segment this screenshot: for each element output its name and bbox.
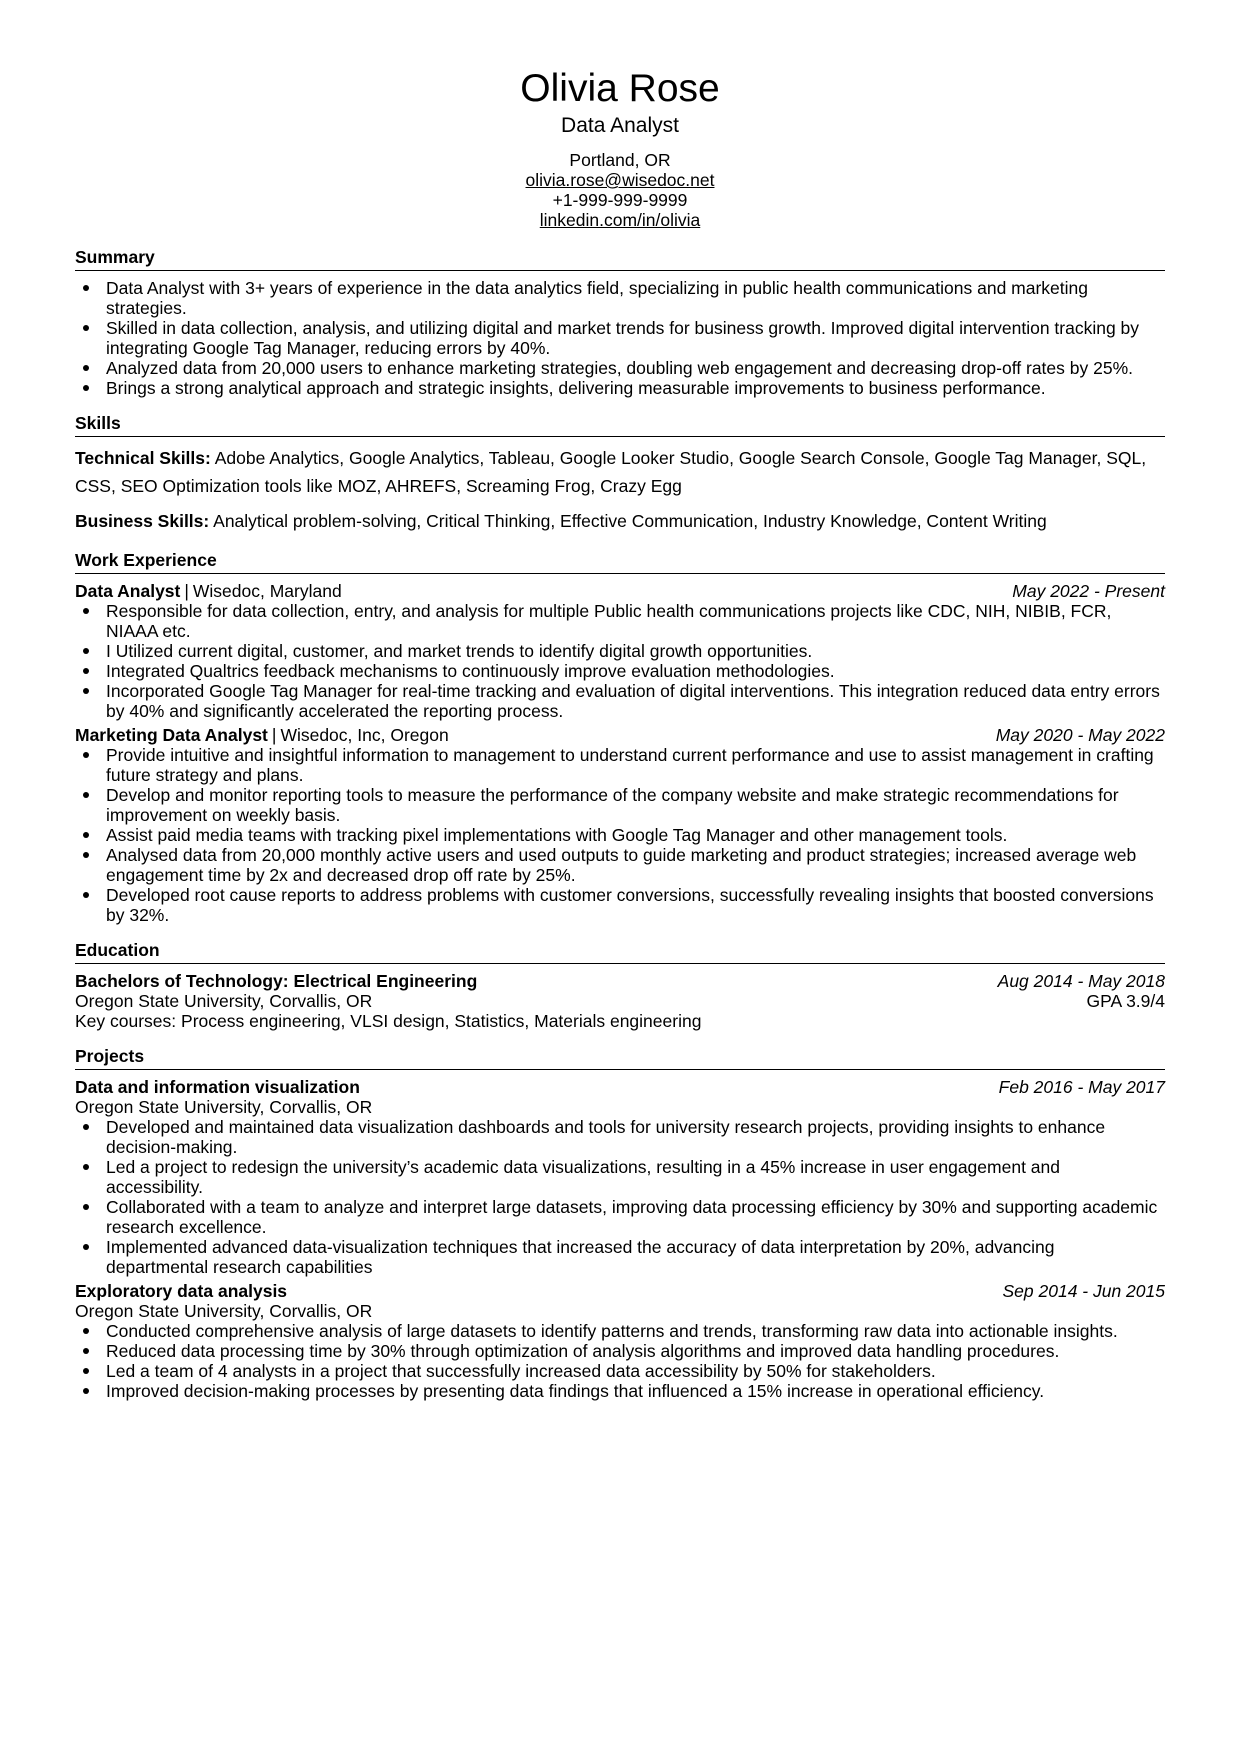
job-role: Marketing Data Analyst bbox=[75, 725, 268, 745]
job-role: Data Analyst bbox=[75, 581, 181, 601]
project-bullets bbox=[75, 1321, 1165, 1401]
project-entry bbox=[75, 1281, 1165, 1401]
job-entry bbox=[75, 581, 1165, 721]
list-item: Incorporated Google Tag Manager for real-time tracking and evaluation of digital interventions. This integration reduced data entry errors by 40% and significantly accelerated the reporting process. bbox=[106, 681, 1165, 721]
list-item: Developed and maintained data visualization dashboards and tools for university research projects, providing insights to enhance decision-making. bbox=[106, 1117, 1165, 1157]
list-item: Implemented advanced data-visualization techniques that increased the accuracy of data interpretation by 20%, advancing departmental research capabilities bbox=[106, 1237, 1165, 1277]
project-name: Exploratory data analysis bbox=[75, 1281, 288, 1301]
project-dates: Feb 2016 - May 2017 bbox=[998, 1077, 1165, 1097]
summary-section bbox=[75, 246, 1165, 398]
projects-section bbox=[75, 1045, 1165, 1401]
phone: +1-999-999-9999 bbox=[552, 190, 688, 210]
location: Portland, OR bbox=[569, 150, 671, 170]
list-item: Provide intuitive and insightful information to management to understand current performance and use to assist management in crafting future strategy and plans. bbox=[106, 745, 1165, 785]
job-company: Wisedoc, Maryland bbox=[192, 581, 342, 601]
list-item: Led a project to redesign the university’s academic data visualizations, resulting in a 45% increase in user engagement and accessibility. bbox=[106, 1157, 1165, 1197]
job-dates: May 2022 - Present bbox=[1012, 581, 1165, 601]
work-section bbox=[75, 549, 1165, 925]
list-item: Skilled in data collection, analysis, and utilizing digital and market trends for business growth. Improved digital intervention tracking by integrating Google Tag Manager, reducing errors by 40%. bbox=[106, 318, 1165, 358]
list-item: Integrated Qualtrics feedback mechanisms to continuously improve evaluation methodologies. bbox=[106, 661, 1165, 681]
technical-skills-label: Technical Skills: bbox=[75, 448, 211, 468]
list-item: Analysed data from 20,000 monthly active users and used outputs to guide marketing and product strategies; increased average web engagement time by 2x and decreased drop off rate by 25%. bbox=[106, 845, 1165, 885]
job-bullets bbox=[75, 745, 1165, 925]
list-item: Led a team of 4 analysts in a project that successfully increased data accessibility by 50% for stakeholders. bbox=[106, 1361, 1165, 1381]
resume-header bbox=[75, 66, 1165, 230]
school-row bbox=[75, 991, 1165, 1011]
project-bullets bbox=[75, 1117, 1165, 1277]
school: Oregon State University, Corvallis, OR bbox=[75, 991, 373, 1011]
candidate-headline: Data Analyst bbox=[561, 114, 679, 137]
list-item: I Utilized current digital, customer, and market trends to identify digital growth opportunities. bbox=[106, 641, 1165, 661]
section-title: Summary bbox=[75, 246, 1165, 271]
section-title: Projects bbox=[75, 1045, 1165, 1070]
candidate-name: Olivia Rose bbox=[520, 67, 720, 110]
contact-info bbox=[75, 150, 1165, 230]
email-link[interactable]: olivia.rose@wisedoc.net bbox=[525, 170, 715, 190]
job-header bbox=[75, 581, 1165, 601]
technical-skills-value: Adobe Analytics, Google Analytics, Tableau, Google Looker Studio, Google Search Console, Google Tag Manager, SQL, CSS, SEO Optimization tools like MOZ, AHREFS, Screaming Frog, Crazy Egg bbox=[75, 448, 1147, 496]
list-item: Improved decision-making processes by presenting data findings that influenced a 15% increase in operational efficiency. bbox=[106, 1381, 1165, 1401]
technical-skills bbox=[75, 444, 1165, 500]
business-skills bbox=[75, 507, 1165, 535]
list-item: Reduced data processing time by 30% through optimization of analysis algorithms and improved data handling procedures. bbox=[106, 1341, 1165, 1361]
list-item: Assist paid media teams with tracking pixel implementations with Google Tag Manager and other management tools. bbox=[106, 825, 1165, 845]
gpa: GPA 3.9/4 bbox=[1086, 991, 1165, 1011]
degree-row bbox=[75, 971, 1165, 991]
separator: | bbox=[271, 725, 277, 745]
project-name: Data and information visualization bbox=[75, 1077, 360, 1097]
job-entry bbox=[75, 725, 1165, 925]
linkedin-link[interactable]: linkedin.com/in/olivia bbox=[539, 210, 701, 230]
project-dates: Sep 2014 - Jun 2015 bbox=[1002, 1281, 1165, 1301]
business-skills-label: Business Skills: bbox=[75, 511, 210, 531]
list-item: Analyzed data from 20,000 users to enhance marketing strategies, doubling web engagement and decreasing drop-off rates by 25%. bbox=[106, 358, 1165, 378]
section-title: Education bbox=[75, 939, 1165, 964]
education-section bbox=[75, 939, 1165, 1031]
section-title: Work Experience bbox=[75, 549, 1165, 574]
project-header bbox=[75, 1281, 1165, 1301]
job-company: Wisedoc, Inc, Oregon bbox=[280, 725, 449, 745]
education-dates: Aug 2014 - May 2018 bbox=[997, 971, 1165, 991]
summary-list bbox=[75, 278, 1165, 398]
separator: | bbox=[184, 581, 189, 601]
list-item: Collaborated with a team to analyze and interpret large datasets, improving data processing efficiency by 30% and supporting academic research excellence. bbox=[106, 1197, 1165, 1237]
project-org: Oregon State University, Corvallis, OR bbox=[75, 1301, 373, 1321]
project-entry bbox=[75, 1077, 1165, 1277]
job-header bbox=[75, 725, 1165, 745]
list-item: Responsible for data collection, entry, and analysis for multiple Public health communications projects like CDC, NIH, NIBIB, FCR, NIAAA etc. bbox=[106, 601, 1165, 641]
list-item: Data Analyst with 3+ years of experience in the data analytics field, specializing in public health communications and marketing strategies. bbox=[106, 278, 1165, 318]
list-item: Brings a strong analytical approach and strategic insights, delivering measurable improvements to business performance. bbox=[106, 378, 1165, 398]
skills-section bbox=[75, 412, 1165, 535]
degree: Bachelors of Technology: Electrical Engineering bbox=[75, 971, 478, 991]
key-courses: Key courses: Process engineering, VLSI design, Statistics, Materials engineering bbox=[75, 1011, 702, 1031]
section-title: Skills bbox=[75, 412, 1165, 437]
business-skills-value: Analytical problem-solving, Critical Thinking, Effective Communication, Industry Knowledge, Content Writing bbox=[213, 511, 1047, 531]
list-item: Develop and monitor reporting tools to measure the performance of the company website and make strategic recommendations for improvement on weekly basis. bbox=[106, 785, 1165, 825]
job-bullets bbox=[75, 601, 1165, 721]
list-item: Conducted comprehensive analysis of large datasets to identify patterns and trends, transforming raw data into actionable insights. bbox=[106, 1321, 1165, 1341]
project-org: Oregon State University, Corvallis, OR bbox=[75, 1097, 373, 1117]
project-header bbox=[75, 1077, 1165, 1097]
job-dates: May 2020 - May 2022 bbox=[995, 725, 1165, 745]
list-item: Developed root cause reports to address problems with customer conversions, successfully revealing insights that boosted conversions by 32%. bbox=[106, 885, 1165, 925]
